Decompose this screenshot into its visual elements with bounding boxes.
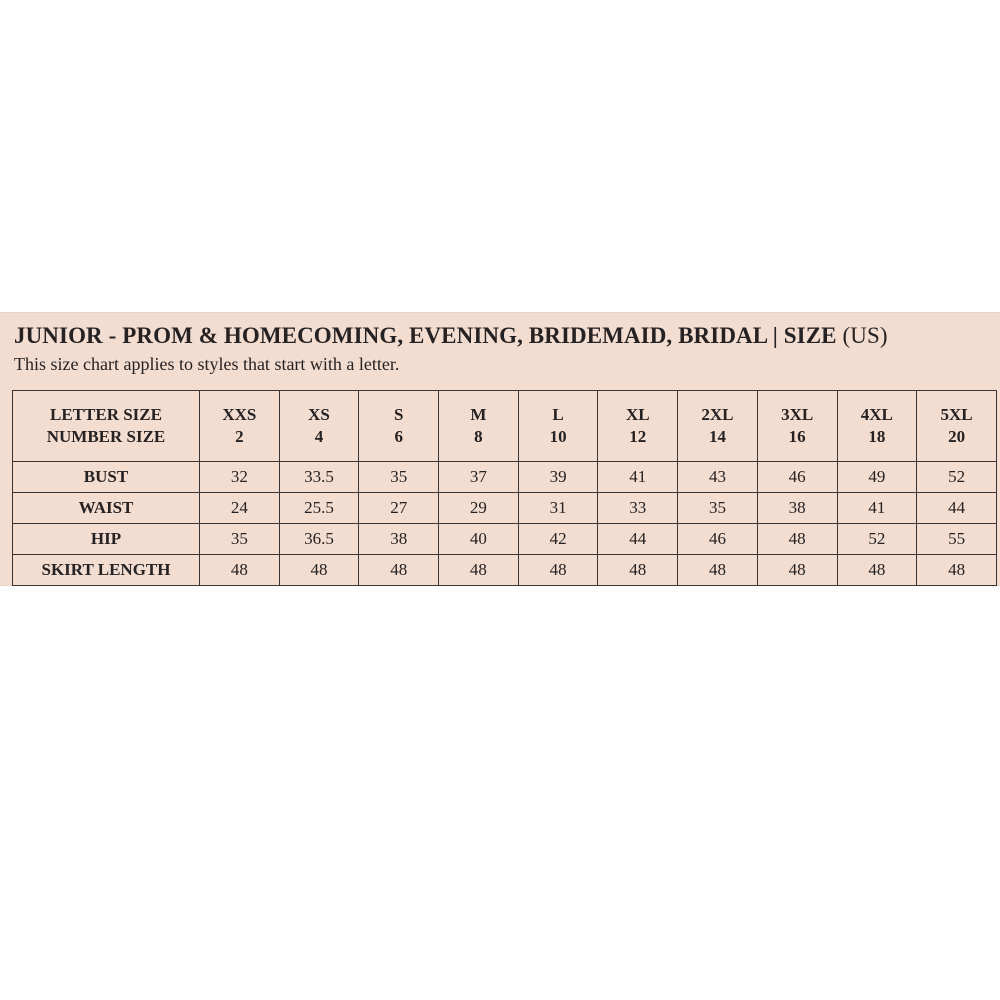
measurement-value: 48 [518,555,598,586]
chart-subtitle: This size chart applies to styles that start with a letter. [14,354,400,374]
letter-size: L [552,405,564,424]
table-row [13,524,997,555]
letter-size: S [393,405,404,424]
number-size: 8 [474,427,483,446]
number-size: 10 [549,427,567,446]
chart-title-main: JUNIOR - PROM & HOMECOMING, EVENING, BRIDEMAID, BRIDAL | SIZE [14,323,837,348]
measurement-value: 48 [837,555,917,586]
size-header-cell [678,391,758,462]
measurement-value: 39 [518,462,598,493]
measurement-value: 33.5 [279,462,359,493]
table-row [13,493,997,524]
measurement-value: 52 [837,524,917,555]
measurement-value: 48 [200,555,280,586]
measurement-value: 55 [917,524,997,555]
measurement-value: 46 [757,462,837,493]
measurement-label: HIP [13,524,200,555]
size-header-cell [598,391,678,462]
number-size: 4 [314,427,324,446]
measurement-value: 48 [917,555,997,586]
measurement-value: 48 [359,555,439,586]
measurement-value: 41 [598,462,678,493]
size-header-cell [837,391,917,462]
measurement-value: 48 [598,555,678,586]
chart-title-unit: (US) [842,323,888,348]
measurement-value: 48 [757,524,837,555]
letter-size: 2XL [701,405,734,424]
number-size: 20 [948,427,966,446]
measurement-value: 32 [200,462,280,493]
measurement-value: 44 [917,493,997,524]
measurement-value: 48 [279,555,359,586]
measurement-value: 25.5 [279,493,359,524]
measurement-value: 38 [757,493,837,524]
measurement-value: 46 [678,524,758,555]
measurement-value: 35 [200,524,280,555]
measurement-value: 44 [598,524,678,555]
measurement-value: 41 [837,493,917,524]
letter-size: 5XL [940,405,973,424]
letter-size: 4XL [860,405,893,424]
size-header-cell [917,391,997,462]
size-chart-panel [0,312,1000,586]
measurement-value: 43 [678,462,758,493]
measurement-value: 36.5 [279,524,359,555]
number-size: 6 [394,427,403,446]
header-row [13,391,997,462]
measurement-label: SKIRT LENGTH [13,555,200,586]
number-size: 16 [788,427,806,446]
letter-size: 3XL [781,405,814,424]
size-header-cell [757,391,837,462]
table-row [13,555,997,586]
letter-size: XS [308,405,330,424]
letter-size: M [470,405,487,424]
measurement-value: 48 [439,555,519,586]
measurement-value: 35 [678,493,758,524]
size-table [12,390,997,586]
number-size: 14 [708,427,726,446]
size-header-cell [439,391,519,462]
number-size-label: NUMBER SIZE [46,427,166,446]
number-size: 18 [868,427,886,446]
measurement-value: 37 [439,462,519,493]
table-row [13,462,997,493]
measurement-value: 31 [518,493,598,524]
letter-size: XXS [222,405,257,424]
measurement-value: 49 [837,462,917,493]
measurement-value: 29 [439,493,519,524]
measurement-value: 42 [518,524,598,555]
measurement-value: 35 [359,462,439,493]
measurement-value: 33 [598,493,678,524]
size-header-cell [279,391,359,462]
number-size: 12 [629,427,647,446]
measurement-value: 24 [200,493,280,524]
header-label-cell [13,391,200,462]
number-size: 2 [235,427,244,446]
measurement-value: 40 [439,524,519,555]
measurement-value: 52 [917,462,997,493]
size-header-cell [200,391,280,462]
measurement-value: 38 [359,524,439,555]
measurement-value: 48 [678,555,758,586]
chart-title [14,323,888,349]
letter-size: XL [625,405,650,424]
measurement-label: BUST [13,462,200,493]
size-header-cell [359,391,439,462]
measurement-label: WAIST [13,493,200,524]
measurement-value: 27 [359,493,439,524]
measurement-value: 48 [757,555,837,586]
letter-size-label: LETTER SIZE [50,405,162,424]
size-header-cell [518,391,598,462]
